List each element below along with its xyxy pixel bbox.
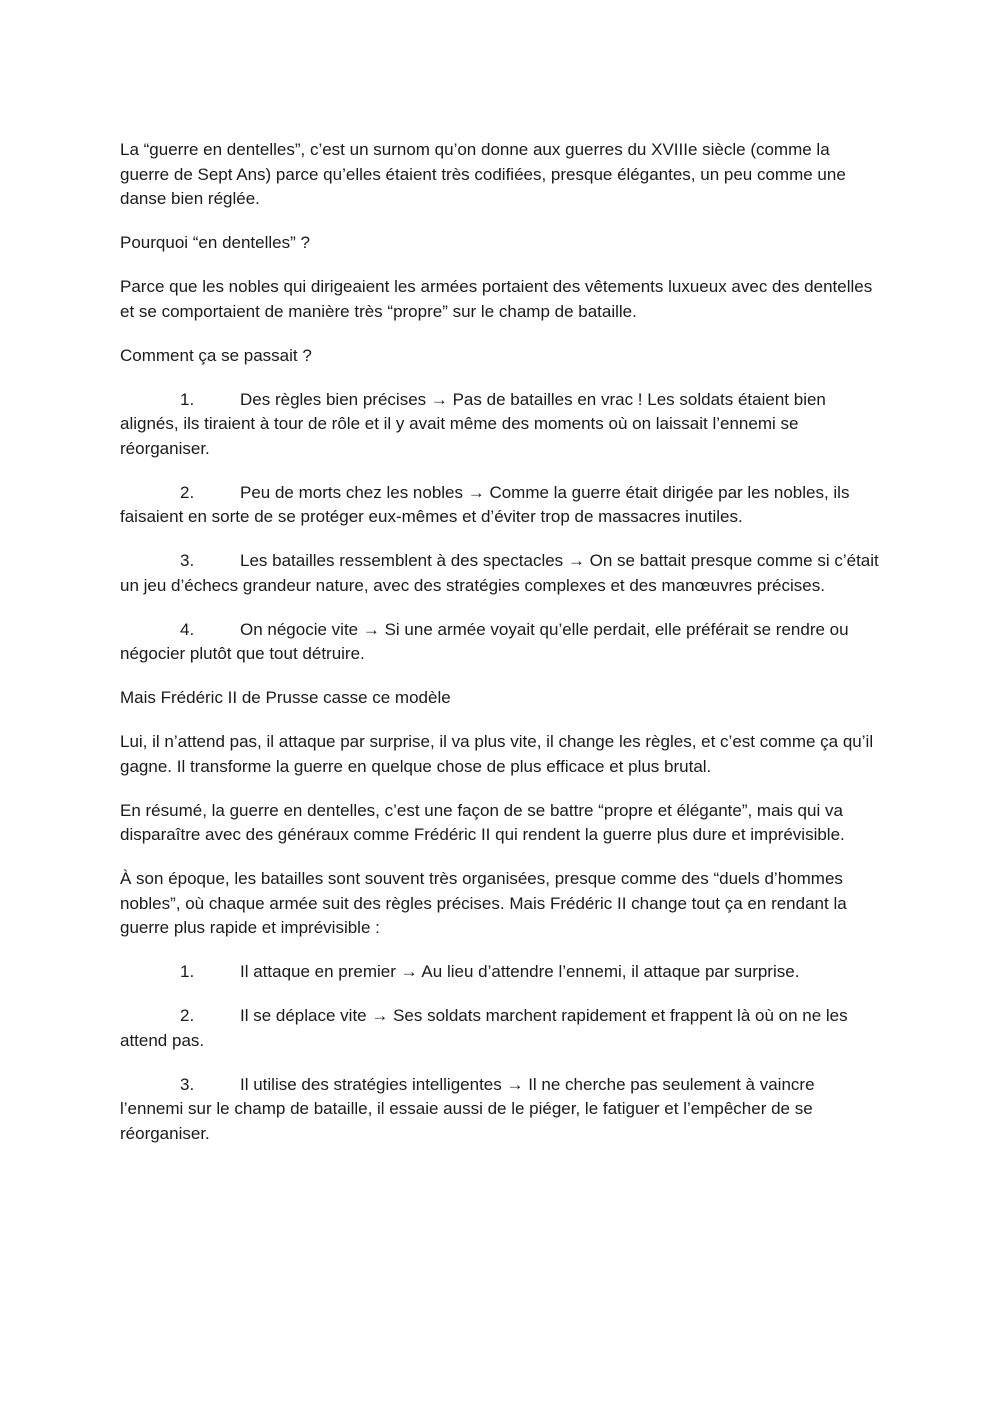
question-how: Comment ça se passait ? — [120, 345, 312, 365]
frederic-tactics-list — [120, 960, 880, 1146]
list-item-number: 3. — [180, 1074, 195, 1094]
question-why: Pourquoi “en dentelles” ? — [120, 233, 310, 252]
list-item-text: Des règles bien précises → Pas de batailles en vrac ! Les soldats étaient bien alignés, ils tiraient à tour de rôle et il y avait même des moments où on laissait l’ennemi se réorganiser. — [120, 389, 826, 458]
list-item-number: 2. — [180, 1006, 195, 1025]
list-item — [120, 1004, 880, 1053]
list-item-text: Peu de morts chez les nobles → Comme la guerre était dirigée par les nobles, ils faisaient en sorte de se protéger eux-mêmes et d’éviter trop de massacres inutiles. — [120, 482, 850, 526]
list-item — [120, 1073, 880, 1147]
rules-list — [120, 388, 880, 667]
list-item-text: Il attaque en premier → Au lieu d’attendre l’ennemi, il attaque par surprise. — [240, 962, 800, 981]
list-item-number: 2. — [180, 482, 195, 502]
list-item-text: Il se déplace vite → Ses soldats marchent rapidement et frappent là où on ne les attend pas. — [120, 1006, 848, 1050]
document-page — [120, 138, 880, 1166]
list-item-text: Il utilise des stratégies intelligentes → Il ne cherche pas seulement à vaincre l’ennemi sur le champ de bataille, il essaie aussi de le piéger, le fatiguer et l’empêcher de se réorganiser. — [120, 1074, 815, 1143]
epoch-paragraph: À son époque, les batailles sont souvent très organisées, presque comme des “duels d’hommes nobles”, où chaque armée suit des règles précises. Mais Frédéric II change tout ça en rendant la guerre plus rapide et imprévisible : — [120, 869, 847, 937]
list-item-number: 4. — [180, 619, 195, 639]
intro-paragraph: La “guerre en dentelles”, c’est un surnom qu’on donne aux guerres du XVIIIe siècle (comme la guerre de Sept Ans) parce qu’elles étaient très codifiées, presque élégantes, un peu comme une danse bien réglée. — [120, 140, 846, 208]
list-item-number: 3. — [180, 551, 195, 570]
list-item-number: 1. — [180, 962, 195, 981]
list-item — [120, 618, 880, 667]
frederic-paragraph: Lui, il n’attend pas, il attaque par surprise, il va plus vite, il change les règles, et c’est comme ça qu’il gagne. Il transforme la guerre en quelque chose de plus efficace et plus brutal. — [120, 732, 874, 776]
list-item-number: 1. — [180, 389, 195, 409]
list-item — [120, 388, 880, 462]
list-item — [120, 481, 880, 530]
list-item-text: On négocie vite → Si une armée voyait qu’elle perdait, elle préférait se rendre ou négocier plutôt que tout détruire. — [120, 619, 849, 663]
list-item-text: Les batailles ressemblent à des spectacles → On se battait presque comme si c’était un jeu d’échecs grandeur nature, avec des stratégies complexes et des manœuvres précises. — [120, 551, 879, 595]
frederic-heading: Mais Frédéric II de Prusse casse ce modèle — [120, 688, 451, 707]
summary-paragraph: En résumé, la guerre en dentelles, c’est une façon de se battre “propre et élégante”, mais qui va disparaître avec des généraux comme Frédéric II qui rendent la guerre plus dure et imprévisible. — [120, 800, 845, 844]
answer-why-paragraph: Parce que les nobles qui dirigeaient les armées portaient des vêtements luxueux avec des dentelles et se comportaient de manière très “propre” sur le champ de bataille. — [120, 277, 873, 321]
list-item — [120, 960, 880, 985]
list-item — [120, 549, 880, 598]
